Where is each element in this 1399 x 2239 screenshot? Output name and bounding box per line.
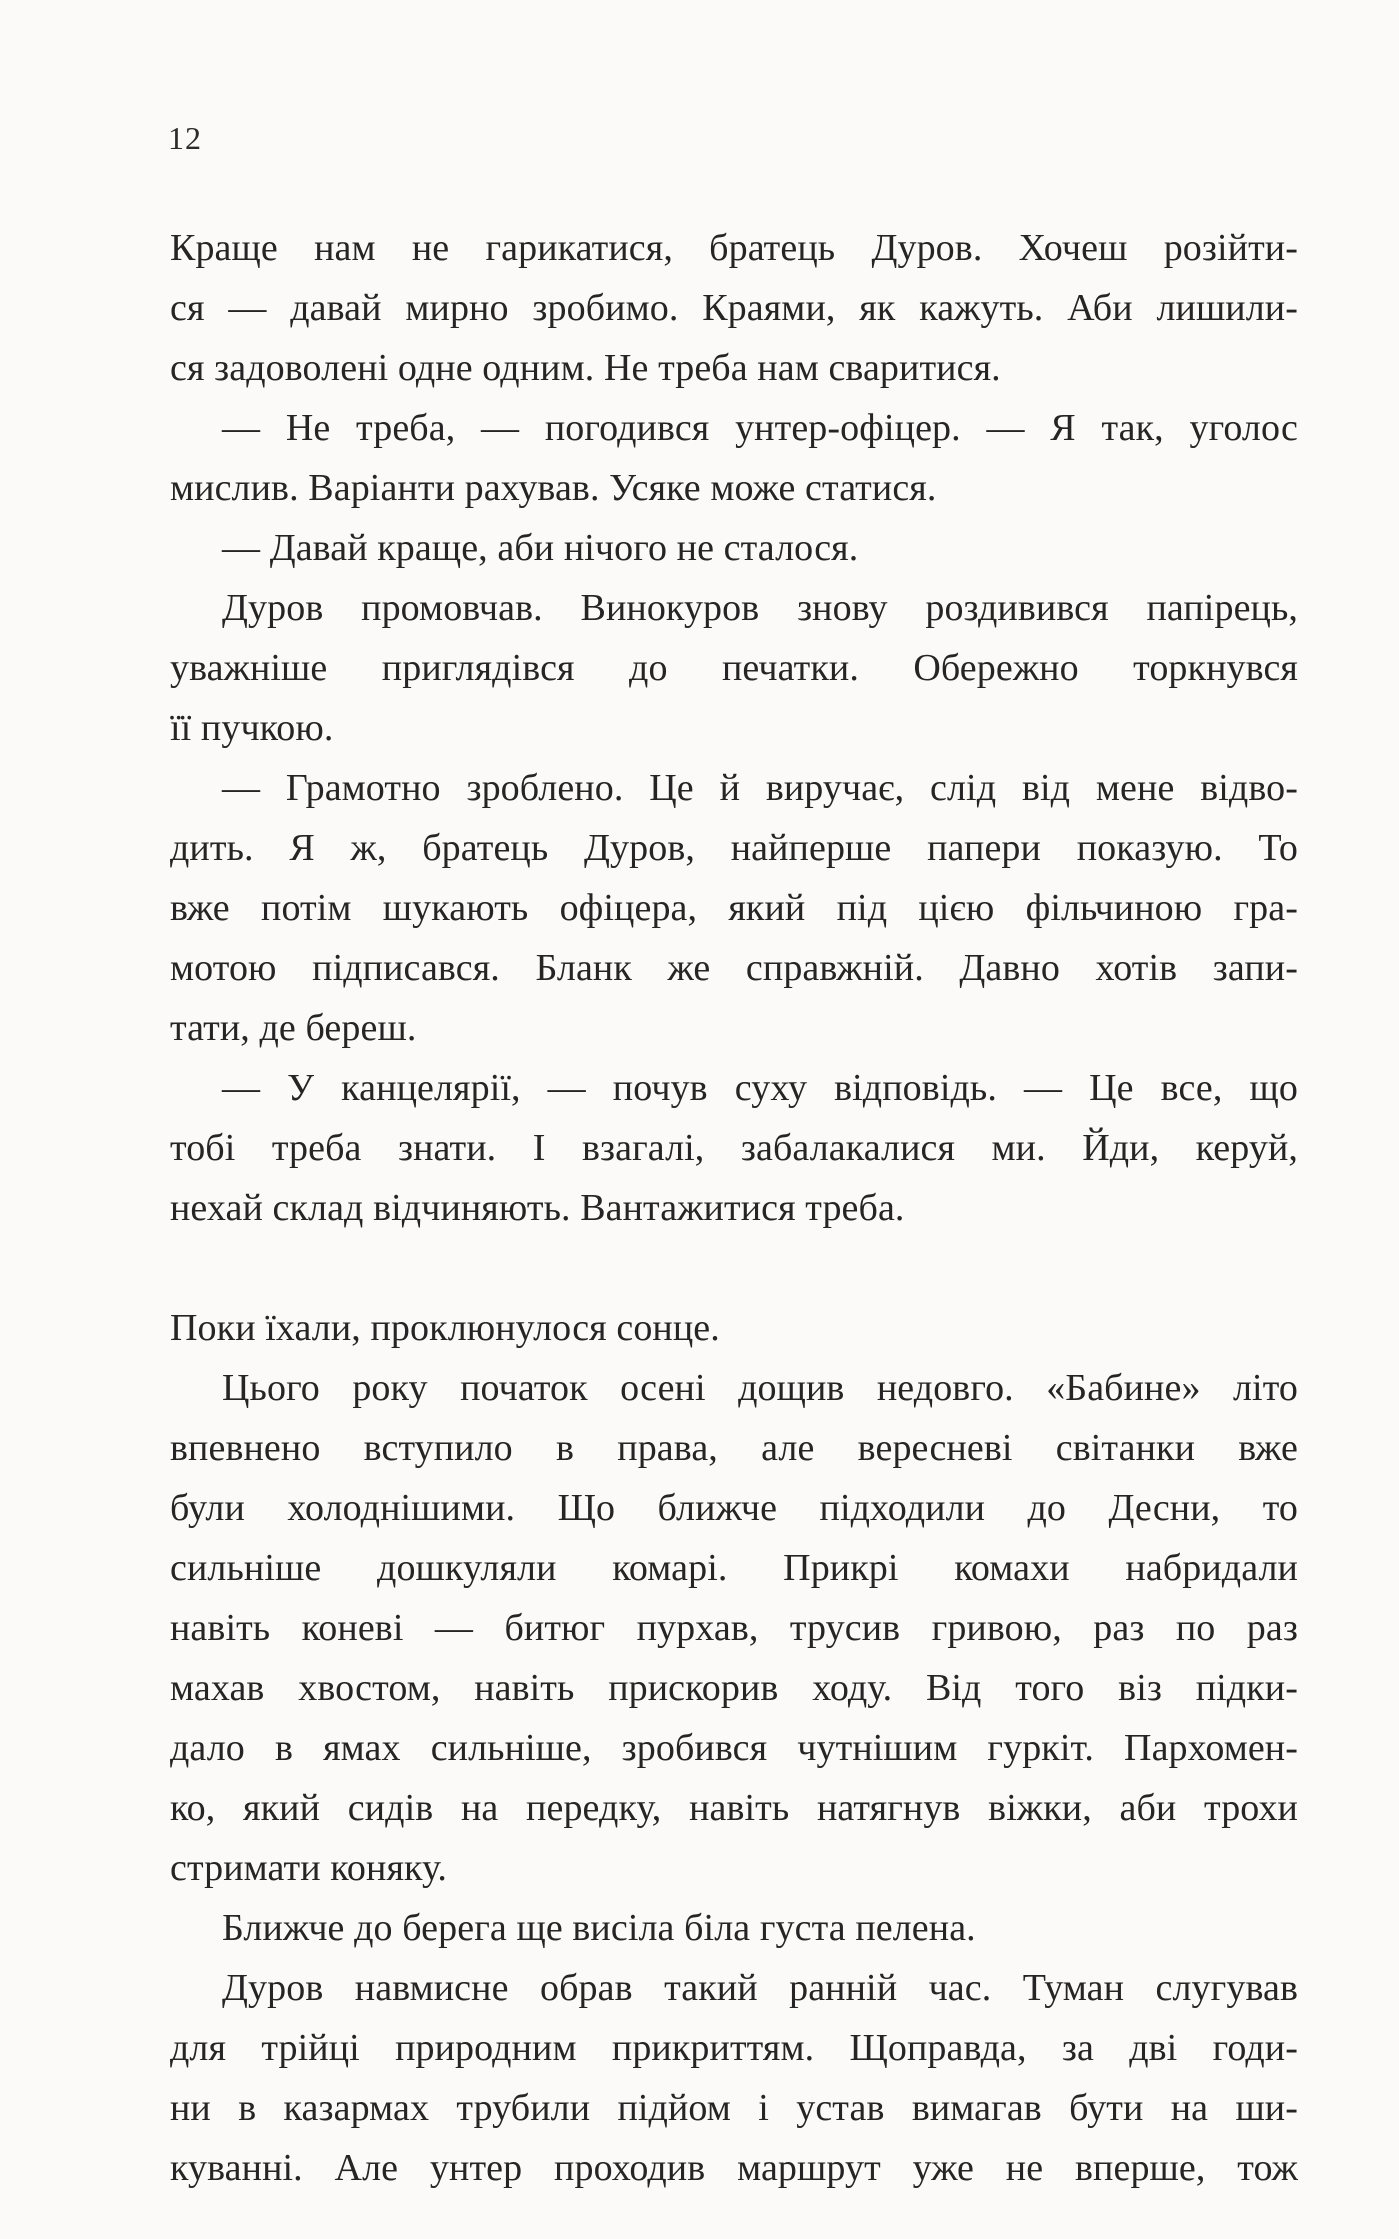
text-line: — Не треба, — погодився унтер-офіцер. — Я так, уголос xyxy=(222,407,1298,449)
text-line: мислив. Варіанти рахував. Усяке може статися. xyxy=(170,467,937,509)
text-line: ся задоволені одне одним. Не треба нам сваритися. xyxy=(170,347,1001,389)
text-line: махав хвостом, навіть прискорив ходу. Від того віз підки- xyxy=(170,1667,1298,1709)
page-number: 12 xyxy=(168,120,202,156)
text-line: Поки їхали, проклюнулося сонце. xyxy=(170,1307,720,1349)
page-text xyxy=(170,218,1298,2198)
text-line: Дуров промовчав. Винокуров знову роздивився папірець, xyxy=(222,587,1298,629)
text-line: для трійці природним прикриттям. Щоправда, за дві годи- xyxy=(170,2027,1298,2069)
text-line: сильніше дошкуляли комарі. Прикрі комахи набридали xyxy=(170,1547,1298,1589)
text-line: — У канцелярії, — почув суху відповідь. — Це все, що xyxy=(222,1067,1298,1109)
text-line: Дуров навмисне обрав такий ранній час. Туман слугував xyxy=(222,1967,1298,2009)
text-line: Цього року початок осені дощив недовго. «Бабине» літо xyxy=(222,1367,1298,1409)
text-line: нехай склад відчиняють. Вантажитися треба. xyxy=(170,1187,905,1229)
text-line: дало в ямах сильніше, зробився чутнішим гуркіт. Пархомен- xyxy=(170,1727,1298,1769)
text-line: ся — давай мирно зробимо. Краями, як кажуть. Аби лишили- xyxy=(170,287,1298,329)
text-line: тати, де береш. xyxy=(170,1007,417,1049)
text-line: Ближче до берега ще висіла біла густа пелена. xyxy=(222,1907,976,1949)
text-line: уважніше приглядівся до печатки. Обережно торкнувся xyxy=(170,647,1298,689)
text-line: тобі треба знати. І взагалі, забалакалися ми. Йди, керуй, xyxy=(170,1127,1298,1169)
text-line: ни в казармах трубили підйом і устав вимагав бути на ши- xyxy=(170,2087,1298,2129)
text-line: вже потім шукають офіцера, який під цією фільчиною гра- xyxy=(170,887,1298,929)
text-line: її пучкою. xyxy=(170,707,334,749)
text-line: впевнено вступило в права, але вересневі світанки вже xyxy=(170,1427,1298,1469)
text-line: Краще нам не гарикатися, братець Дуров. Хочеш розійти- xyxy=(170,227,1298,269)
text-line: ко, який сидів на передку, навіть натягнув віжки, аби трохи xyxy=(170,1787,1298,1829)
text-line: куванні. Але унтер проходив маршрут уже не вперше, тож xyxy=(170,2147,1298,2189)
text-line: — Грамотно зроблено. Це й виручає, слід від мене відво- xyxy=(222,767,1298,809)
text-line: дить. Я ж, братець Дуров, найперше папери показую. То xyxy=(170,827,1298,869)
text-line: мотою підписався. Бланк же справжній. Давно хотів запи- xyxy=(170,947,1298,989)
text-line: були холоднішими. Що ближче підходили до Десни, то xyxy=(170,1487,1298,1529)
text-line: навіть коневі — битюг пурхав, трусив гривою, раз по раз xyxy=(170,1607,1298,1649)
text-line: — Давай краще, аби нічого не сталося. xyxy=(222,527,859,569)
text-line: стримати коняку. xyxy=(170,1847,447,1889)
